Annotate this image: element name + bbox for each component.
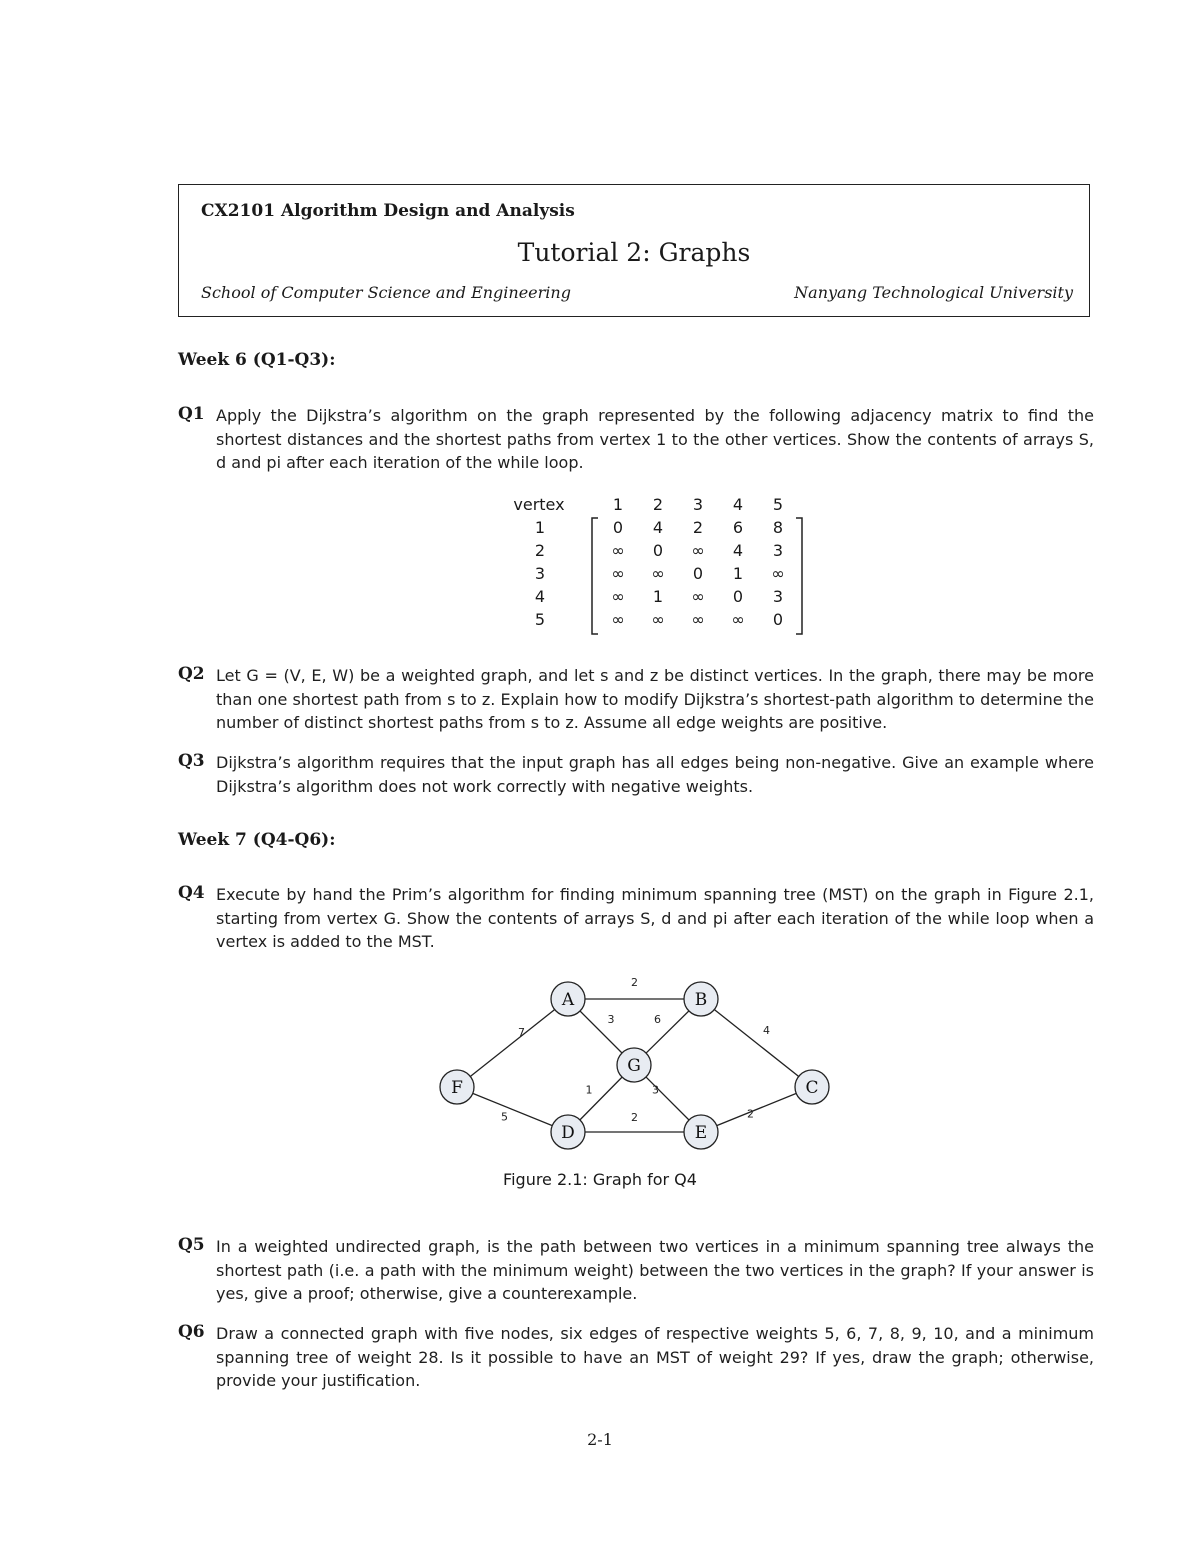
q3-label: Q3 [178,751,205,771]
graph-edge-weight: 2 [747,1107,754,1121]
course-title: CX2101 Algorithm Design and Analysis [201,201,575,221]
q1-text: Apply the Dijkstra’s algorithm on the graph represented by the following adjacency matrix to find the shortest distances and the shortest paths from vertex 1 to the other vertices. Show the contents of arrays S, d and pi after each iteration of the while loop. [216,406,1094,472]
matrix-cell: ∞ [611,610,625,629]
week7-heading: Week 7 (Q4-Q6): [178,830,336,850]
matrix-cell: 0 [612,518,624,537]
matrix-cell: 2 [692,518,704,537]
graph-node-label: C [805,1078,819,1098]
q4-text: Execute by hand the Prim’s algorithm for finding minimum spanning tree (MST) on the graph in Figure 2.1, starting from vertex G. Show the contents of arrays S, d and pi after each iteration of the while loop when a vertex is added to the MST. [216,885,1094,951]
q2-text: Let G = (V, E, W) be a weighted graph, and let s and z be distinct vertices. In the graph, there may be more than one shortest path from s to z. Explain how to modify Dijkstra’s shortest-path algorithm to determine the number of distinct shortest paths from s to z. Assume all edge weights are positive. [216,666,1094,732]
matrix-cell: ∞ [771,564,785,583]
matrix-cell: ∞ [611,564,625,583]
week6-heading: Week 6 (Q1-Q3): [178,350,336,370]
q6-label: Q6 [178,1322,205,1342]
header-box [178,184,1090,317]
university-name: Nanyang Technological University [794,283,1073,302]
matrix-cell: 1 [652,587,664,606]
graph-edge-weight: 1 [585,1083,593,1097]
matrix-col-header: 1 [612,495,624,514]
graph-edge-weight: 6 [654,1013,661,1026]
q5-text: In a weighted undirected graph, is the path between two vertices in a minimum spanning tree always the shortest path (i.e. a path with the minimum weight) between the two vertices in the graph? If your answer is yes, give a proof; otherwise, give a counterexample. [216,1237,1094,1303]
matrix-cell: ∞ [691,541,705,560]
matrix-col-header: 3 [692,495,704,514]
matrix-cell: 3 [772,541,784,560]
adjacency-matrix [500,490,830,640]
q3-text: Dijkstra’s algorithm requires that the input graph has all edges being non-negative. Give an example where Dijkstra’s algorithm does not work correctly with negative weights. [216,753,1094,796]
q5-label: Q5 [178,1235,205,1255]
page-number: 2-1 [587,1430,613,1449]
matrix-col-header: 4 [732,495,744,514]
matrix-cell: ∞ [691,610,705,629]
matrix-cell: 0 [732,587,744,606]
graph-edge-weight: 3 [652,1083,659,1097]
matrix-cell: ∞ [691,587,705,606]
matrix-cell: 1 [732,564,744,583]
graph-edge-E-C [701,1087,812,1132]
matrix-cell: ∞ [611,587,625,606]
matrix-brackets [500,490,830,640]
graph-node-label: E [694,1123,708,1143]
matrix-row-header: 1 [534,518,546,537]
matrix-row-header: 5 [534,610,546,629]
matrix-cell: 3 [772,587,784,606]
matrix-cell: ∞ [611,541,625,560]
q1-label: Q1 [178,404,205,424]
graph-node-label: D [561,1123,575,1143]
page-title: Tutorial 2: Graphs [517,238,751,267]
graph-edge-weight: 2 [631,1111,638,1124]
q6-text: Draw a connected graph with five nodes, six edges of respective weights 5, 6, 7, 8, 9, 10, and a minimum spanning tree of weight 28. Is it possible to have an MST of weight 29? If yes, draw the graph; otherwise, provide your justification. [216,1324,1094,1390]
school-name: School of Computer Science and Engineering [201,283,571,302]
matrix-row-header: 2 [534,541,546,560]
matrix-cell: 4 [732,541,744,560]
matrix-cell: 0 [772,610,784,629]
q2-label: Q2 [178,664,205,684]
matrix-row-header: 3 [534,564,546,583]
graph-edge-weight: 5 [501,1110,508,1124]
graph-edge-B-C [701,999,812,1087]
matrix-cell: 8 [772,518,784,537]
graph-edge-A-F [457,999,568,1087]
graph-edge-weight: 2 [631,976,638,989]
matrix-cell: 0 [652,541,664,560]
graph-node-label: A [561,990,575,1010]
matrix-cell: 0 [692,564,704,583]
graph-edge-F-D [457,1087,568,1132]
graph-figure [430,972,840,1152]
graph-node-label: F [451,1078,463,1098]
graph-node-label: G [627,1056,641,1076]
matrix-cell: ∞ [651,610,665,629]
graph-edge-weight: 3 [607,1013,615,1026]
graph-edge-weight: 4 [763,1024,770,1037]
matrix-col-header: 5 [772,495,784,514]
matrix-corner: vertex [513,495,565,514]
matrix-row-header: 4 [534,587,546,606]
matrix-cell: ∞ [651,564,665,583]
figure-caption: Figure 2.1: Graph for Q4 [503,1170,697,1189]
graph-edge-weight: 7 [518,1026,525,1039]
matrix-col-header: 2 [652,495,664,514]
graph-node-label: B [694,990,708,1010]
matrix-cell: 4 [652,518,664,537]
matrix-cell: ∞ [731,610,745,629]
matrix-cell: 6 [732,518,744,537]
graph-diagram [430,972,840,1152]
q4-label: Q4 [178,883,205,903]
